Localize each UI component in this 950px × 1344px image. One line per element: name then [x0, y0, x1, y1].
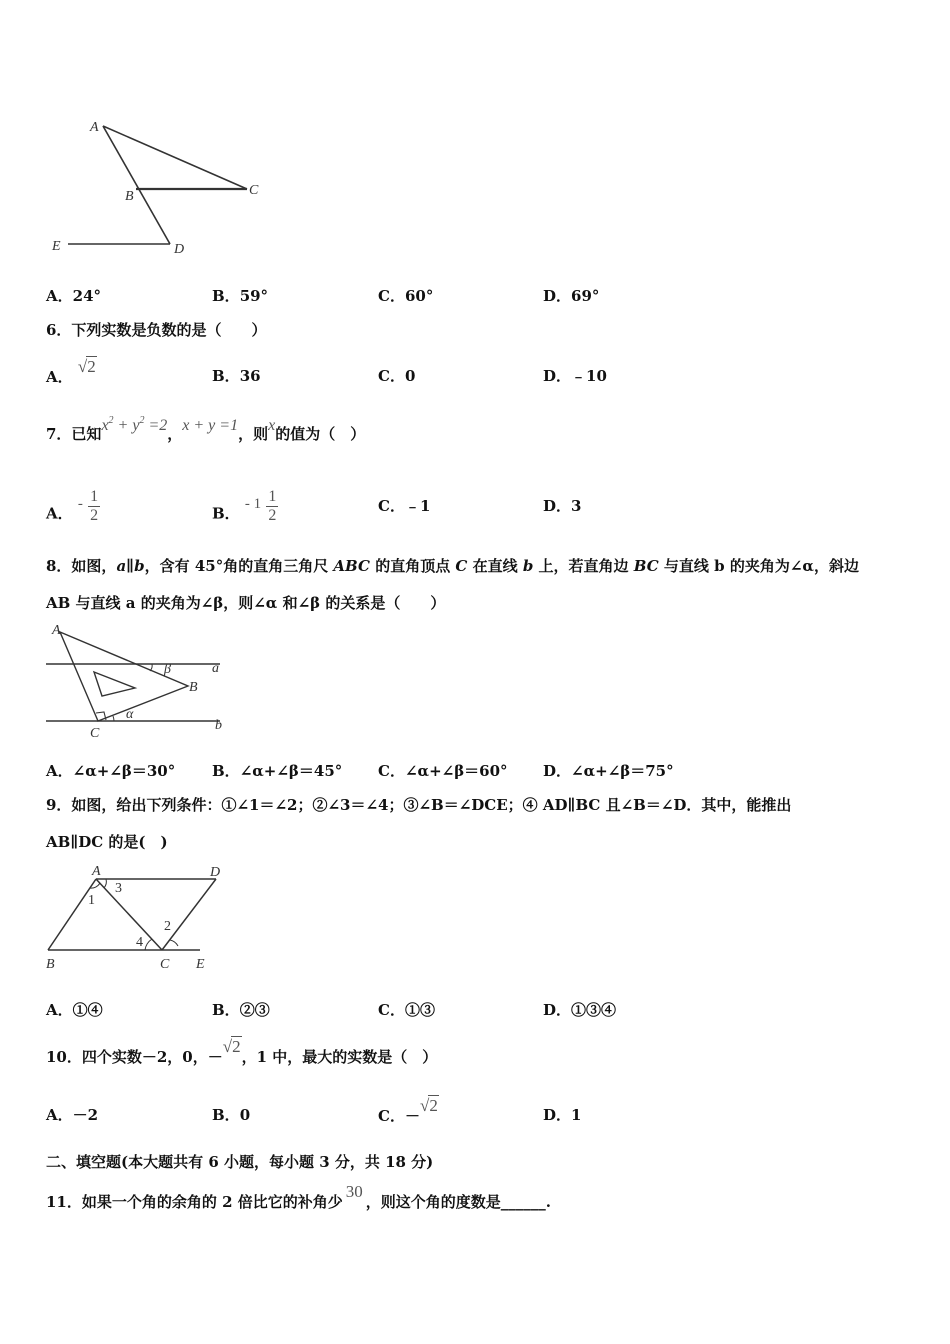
- fig8-label-b: b: [215, 718, 222, 733]
- q7-question: 7．已知$x^2 + y^2 =2$，x + y =1，则x的值为（ ）: [46, 415, 366, 443]
- q7-option-d[interactable]: D．3: [543, 497, 582, 515]
- q6-question: 6．下列实数是负数的是（ ）: [46, 321, 267, 339]
- fraction: $\frac{1}{2}$: [268, 488, 277, 524]
- q10-option-c[interactable]: C．－√2: [378, 1096, 438, 1125]
- q8-option-c[interactable]: C．∠α+∠β＝60°: [378, 762, 508, 780]
- fig5-label-D: D: [174, 242, 185, 257]
- q6-option-c[interactable]: C．0: [378, 367, 416, 385]
- fig9-label-B: B: [46, 957, 55, 972]
- fig8-label-alpha: α: [126, 707, 134, 722]
- q10-question: 10．四个实数－2，0，－√2，1 中，最大的实数是（ ）: [46, 1037, 438, 1066]
- sqrt-expression: √2: [77, 357, 96, 376]
- fraction: $\frac{1}{2}$: [90, 488, 99, 524]
- q9-option-c[interactable]: C．①③: [378, 1001, 435, 1019]
- fig9-label-D: D: [210, 865, 221, 880]
- q6-option-a[interactable]: A． √2: [46, 357, 96, 386]
- fig5-label-C: C: [249, 183, 259, 198]
- fig8-label-a: a: [212, 661, 219, 676]
- q5-option-c[interactable]: C．60°: [378, 287, 434, 305]
- q10-option-b[interactable]: B．0: [212, 1106, 251, 1124]
- q5-option-b[interactable]: B．59°: [212, 287, 269, 305]
- fig9-label-1: 1: [88, 893, 95, 908]
- fig9-label-4: 4: [136, 935, 143, 950]
- fig8-label-A: A: [52, 623, 61, 638]
- q5-option-a[interactable]: A．24°: [46, 287, 102, 305]
- q8-question-line1: 8．如图，a∥b，含有 45°角的直角三角尺 ABC 的直角顶点 C 在直线 b 上，若直角边 BC 与直线 b 的夹角为∠α，斜边: [46, 557, 859, 575]
- q9-option-b[interactable]: B．②③: [212, 1001, 270, 1019]
- fig5-label-A: A: [90, 120, 99, 135]
- q6-option-b[interactable]: B．36: [212, 367, 261, 385]
- q9-question-line2: AB∥DC 的是( ): [46, 833, 168, 851]
- fig8-label-beta: β: [164, 662, 171, 677]
- sqrt-expression: √2: [222, 1037, 241, 1056]
- q9-option-d[interactable]: D．①③④: [543, 1001, 617, 1019]
- q9-question-line1: 9．如图，给出下列条件：①∠1＝∠2；②∠3＝∠4；③∠B＝∠DCE；④ AD∥BC 且∠B＝∠D．其中，能推出: [46, 796, 792, 814]
- section-title: 二、填空题(本大题共有 6 小题，每小题 3 分，共 18 分): [46, 1153, 434, 1171]
- q9-option-a[interactable]: A．①④: [46, 1001, 103, 1019]
- q5-option-d[interactable]: D．69°: [543, 287, 600, 305]
- q7-option-c[interactable]: C．﹣1: [378, 497, 431, 515]
- fig9-label-2: 2: [164, 919, 171, 934]
- q10-option-d[interactable]: D．1: [543, 1106, 582, 1124]
- q10-option-a[interactable]: A．－2: [46, 1106, 99, 1124]
- q8-option-a[interactable]: A．∠α+∠β＝30°: [46, 762, 176, 780]
- figure-q8: [40, 620, 240, 744]
- fig9-label-E: E: [196, 957, 205, 972]
- sqrt-expression: √2: [419, 1096, 438, 1115]
- fig9-label-C: C: [160, 957, 170, 972]
- q8-question-line2: AB 与直线 a 的夹角为∠β，则∠α 和∠β 的关系是（ ）: [46, 594, 446, 612]
- q6-option-d[interactable]: D．﹣10: [543, 367, 607, 385]
- fig5-label-E: E: [52, 239, 61, 254]
- fig5-label-B: B: [125, 189, 134, 204]
- q8-option-b[interactable]: B．∠α+∠β＝45°: [212, 762, 343, 780]
- fig8-label-C: C: [90, 726, 100, 741]
- figure-q5: [40, 112, 280, 262]
- figure-q9: [40, 858, 240, 974]
- q7-option-b[interactable]: B． - 1 $\frac{1}{2}$: [212, 488, 277, 524]
- fig9-label-3: 3: [115, 881, 122, 896]
- q7-option-a[interactable]: A． - $\frac{1}{2}$: [46, 488, 99, 524]
- fig8-label-B: B: [189, 680, 198, 695]
- q11-question: 11．如果一个角的余角的 2 倍比它的补角少30，则这个角的度数是______.: [46, 1182, 551, 1211]
- q8-option-d[interactable]: D．∠α+∠β＝75°: [543, 762, 674, 780]
- fig9-label-A: A: [92, 864, 101, 879]
